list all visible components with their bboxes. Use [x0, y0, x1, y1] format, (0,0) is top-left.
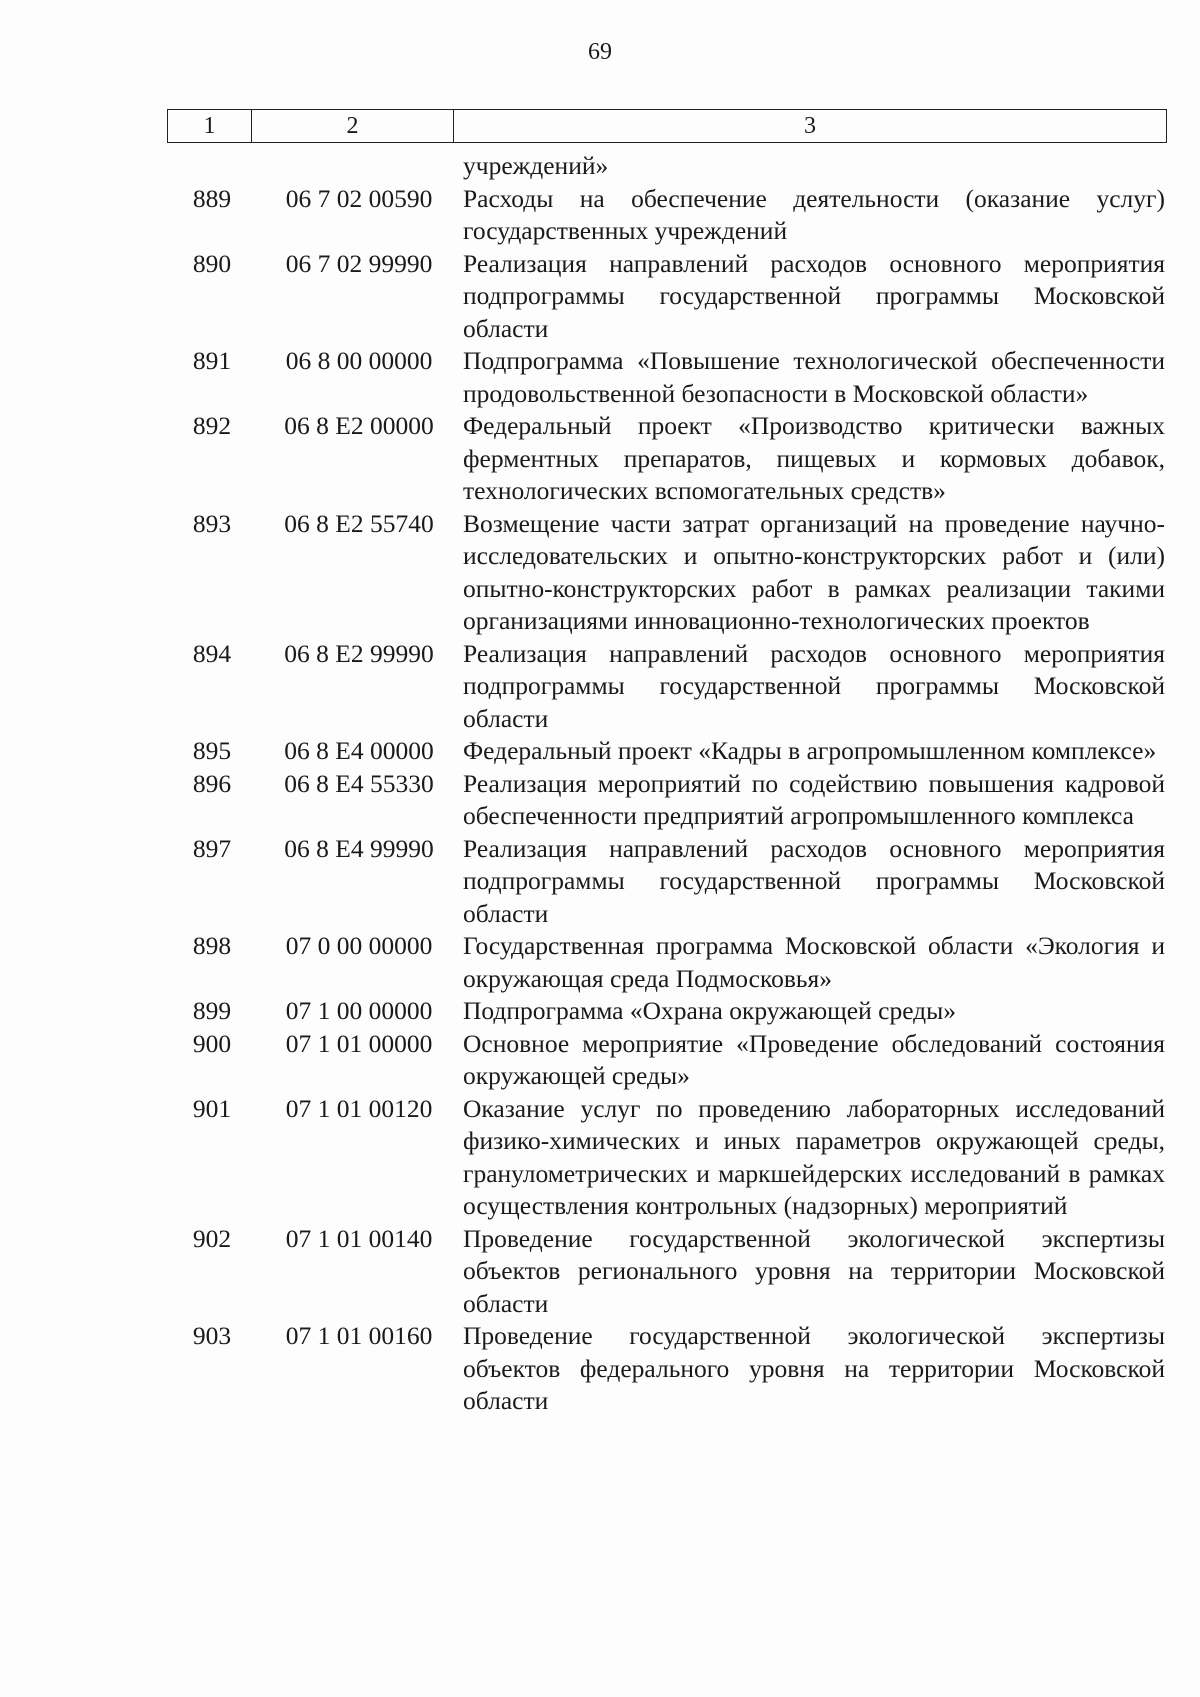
row-code: 06 8 E4 99990	[284, 833, 434, 863]
header-col-2: 2	[252, 110, 454, 142]
row-text: Реализация направлений расходов основного мероприятия подпрограммы государственной программы Московской области	[463, 638, 1165, 733]
table-row	[167, 1223, 1167, 1321]
row-code: 06 8 E2 99990	[284, 638, 434, 668]
table-row	[167, 1028, 1167, 1093]
row-number: 900	[192, 1028, 232, 1058]
table-row	[167, 995, 1167, 1028]
table-header	[167, 109, 1167, 143]
row-text: Подпрограмма «Охрана окружающей среды»	[463, 996, 957, 1025]
row-code: 07 1 01 00160	[285, 1321, 433, 1350]
row-code: 07 1 00 00000	[285, 996, 433, 1025]
row-text: Реализация направлений расходов основного мероприятия подпрограммы государственной программы Московской области	[463, 833, 1165, 928]
table-row	[167, 833, 1167, 931]
row-text: Федеральный проект «Производство критически важных ферментных препаратов, пищевых и кормовых добавок, технологических вспомогательных средств»	[463, 411, 1165, 505]
table-row	[167, 1320, 1167, 1418]
row-code: 07 1 01 00140	[285, 1223, 433, 1253]
row-text: Государственная программа Московской области «Экология и окружающая среда Подмосковья»	[463, 931, 1165, 993]
row-number	[167, 150, 251, 183]
row-number: 903	[192, 1321, 232, 1350]
table-row	[167, 150, 1167, 183]
row-number: 899	[192, 996, 232, 1025]
row-code: 06 8 00 00000	[285, 346, 433, 375]
row-text: учреждений»	[463, 151, 609, 180]
row-text: Проведение государственной экологической экспертизы объектов регионального уровня на территории Московской области	[463, 1223, 1165, 1318]
table-row	[167, 248, 1167, 346]
table-row	[167, 410, 1167, 508]
row-number: 892	[192, 411, 232, 440]
row-number: 890	[192, 248, 232, 278]
table-row	[167, 183, 1167, 248]
row-code: 06 8 E2 55740	[284, 508, 434, 538]
table-row	[167, 345, 1167, 410]
row-code: 06 8 E4 00000	[284, 736, 434, 765]
row-code: 06 7 02 00590	[285, 183, 433, 213]
row-number: 896	[192, 768, 232, 798]
row-text: Проведение государственной экологической экспертизы объектов федерального уровня на территории Московской области	[463, 1321, 1165, 1415]
table-row	[167, 768, 1167, 833]
table-row	[167, 735, 1167, 768]
row-text: Основное мероприятие «Проведение обследований состояния окружающей среды»	[463, 1028, 1165, 1090]
row-code: 06 8 E4 55330	[284, 768, 434, 798]
row-number: 894	[192, 638, 232, 668]
header-col-3: 3	[804, 112, 816, 139]
row-text: Реализация мероприятий по содействию повышения кадровой обеспеченности предприятий агропромышленного комплекса	[463, 768, 1165, 830]
row-text: Оказание услуг по проведению лабораторных исследований физико-химических и иных параметров окружающей среды, гранулометрических и маркшейдерских исследований в рамках осуществления контрольных (надзорных) мероприятий	[463, 1093, 1165, 1220]
row-number: 902	[192, 1223, 232, 1253]
table-row	[167, 508, 1167, 638]
table-row	[167, 1093, 1167, 1223]
row-code: 06 8 E2 00000	[284, 411, 434, 440]
table-body	[167, 150, 1167, 1418]
row-text: Расходы на обеспечение деятельности (оказание услуг) государственных учреждений	[463, 183, 1165, 245]
row-number: 898	[192, 931, 232, 960]
row-code	[251, 150, 453, 183]
table-row	[167, 930, 1167, 995]
row-text: Подпрограмма «Повышение технологической обеспеченности продовольственной безопасности в Московской области»	[463, 346, 1165, 408]
row-number: 897	[192, 833, 232, 863]
row-number: 895	[192, 736, 232, 765]
row-code: 07 1 01 00120	[285, 1093, 433, 1123]
row-code: 07 0 00 00000	[285, 931, 433, 960]
row-code: 06 7 02 99990	[285, 248, 433, 278]
table-row	[167, 638, 1167, 736]
row-number: 901	[192, 1093, 232, 1123]
row-text: Федеральный проект «Кадры в агропромышленном комплексе»	[463, 736, 1157, 765]
page-number: 69	[588, 39, 612, 65]
row-code: 07 1 01 00000	[285, 1028, 433, 1058]
row-number: 889	[192, 183, 232, 213]
row-text: Реализация направлений расходов основного мероприятия подпрограммы государственной программы Московской области	[463, 248, 1165, 343]
header-col-1: 1	[168, 110, 252, 142]
row-text: Возмещение части затрат организаций на проведение научно-исследовательских и опытно-конструкторских работ и (или) опытно-конструкторских работ в рамках реализации такими организациями инновационно-технологических проектов	[463, 508, 1165, 635]
row-number: 893	[192, 508, 232, 538]
row-number: 891	[192, 346, 232, 375]
